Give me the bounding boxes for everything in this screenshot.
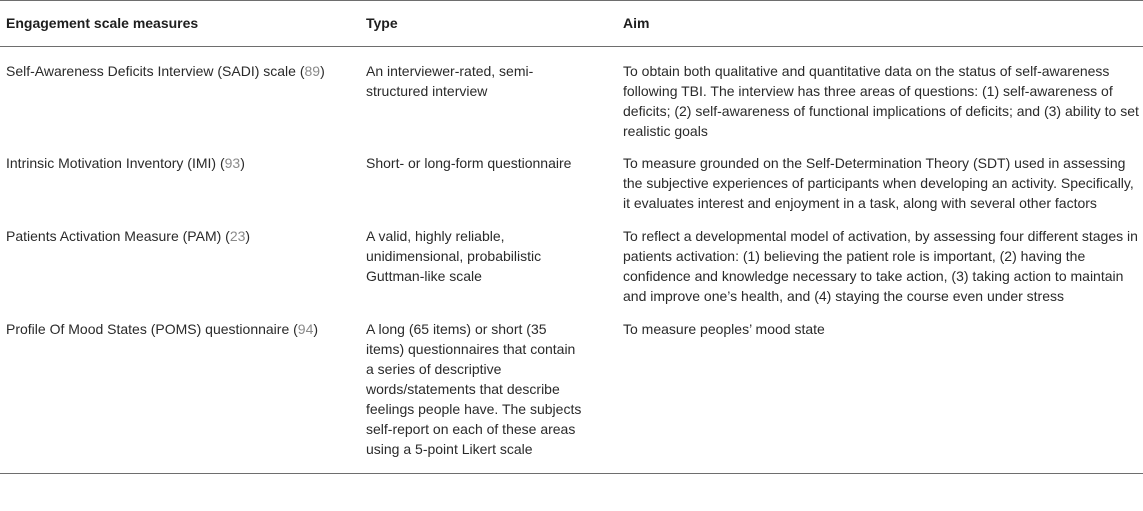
header-measure: Engagement scale measures [0,1,366,47]
type-cell: A valid, highly reliable, unidimensional, probabilistic Guttman-like scale [366,228,542,284]
measure-name: Self-Awareness Deficits Interview (SADI) scale ( [6,63,305,79]
type-cell: An interviewer-rated, semi-structured interview [366,63,534,99]
measure-name: Patients Activation Measure (PAM) ( [6,228,230,244]
table-row [0,220,1143,313]
table-header [0,1,1143,47]
header-row [0,1,1143,47]
aim-cell: To measure peoples’ mood state [623,313,1143,474]
aim-cell: To measure grounded on the Self-Determination Theory (SDT) used in assessing the subjective experiences of participants when developing an activity. Specifically, it evaluates interest and enjoyment in a task, along with several other factors [623,155,1134,211]
reference-link[interactable]: 89 [304,63,321,79]
type-cell: Short- or long-form questionnaire [366,155,572,171]
table-row [0,313,1143,474]
header-aim: Aim [623,1,1143,47]
measure-cell [0,313,366,474]
measure-cell [0,47,366,148]
measure-name-end: ) [245,228,251,244]
measure-cell [0,147,366,220]
measure-name: Intrinsic Motivation Inventory (IMI) ( [6,155,225,171]
measure-name: Profile Of Mood States (POMS) questionnaire ( [6,321,298,337]
measure-name-end: ) [240,155,245,171]
aim-cell: To reflect a developmental model of activation, by assessing four different stages in patients activation: (1) believing the patient role is important, (2) having the confidence and knowledge necessary to take action, (3) taking action to maintain and improve one’s health, and (4) staying the course even under stress [623,228,1138,304]
table-row [0,147,1143,220]
reference-link[interactable]: 93 [224,155,241,171]
reference-link[interactable]: 23 [229,228,246,244]
type-cell: A long (65 items) or short (35 items) questionnaires that contain a series of descriptive words/statements that describe feelings people have. The subjects self-report on each of these areas using a 5-point Likert scale [366,313,623,474]
table-body [0,47,1143,474]
measure-name-end: ) [313,321,319,337]
measure-cell [0,220,366,313]
table-row [0,47,1143,148]
reference-link[interactable]: 94 [297,321,314,337]
header-type: Type [366,1,623,47]
measure-name-end: ) [320,63,325,79]
aim-cell: To obtain both qualitative and quantitative data on the status of self-awareness following TBI. The interview has three areas of questions: (1) self-awareness of deficits; (2) self-awareness of functional implications of deficits; and (3) ability to set realistic goals [623,63,1139,139]
